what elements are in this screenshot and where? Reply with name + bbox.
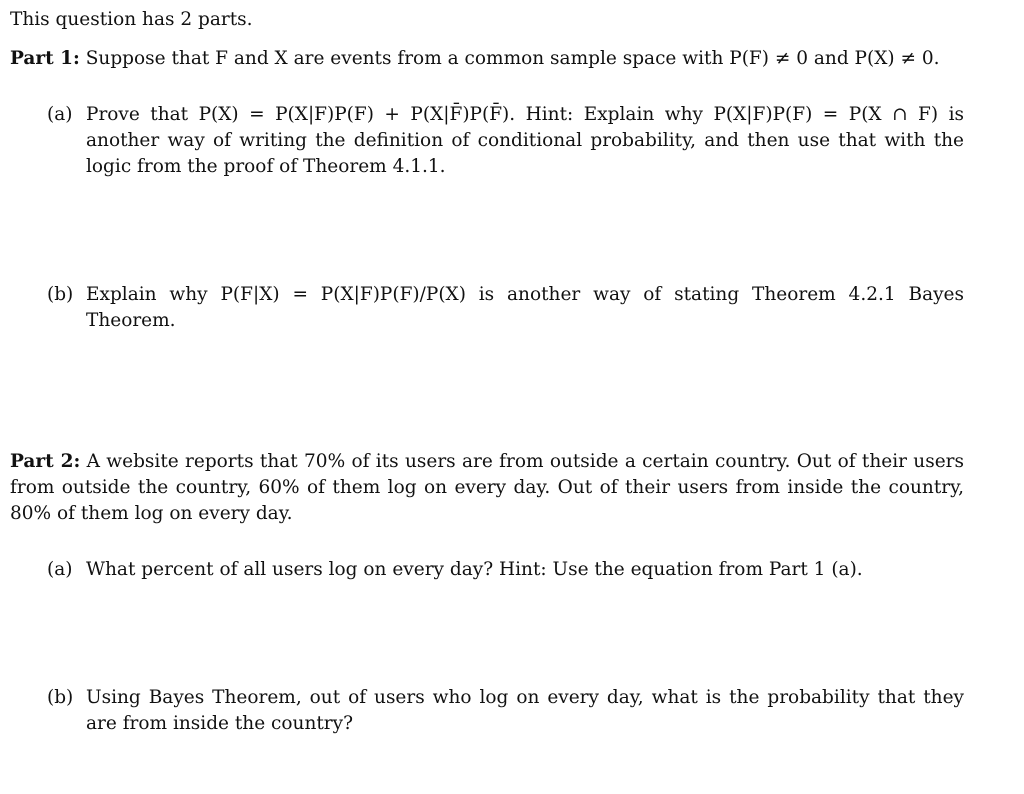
- part1-text: Suppose that F and X are events from a common sample space with P(F) ≠ 0 and P(X) ≠ 0.: [85, 48, 940, 69]
- part1-item-b: [47, 282, 964, 334]
- part1-label: Part 1:: [10, 48, 80, 69]
- part1-b-marker: (b): [47, 284, 74, 305]
- intro-text: This question has 2 parts.: [10, 9, 253, 30]
- part2-statement: [10, 449, 964, 527]
- part2-label: Part 2:: [10, 451, 81, 472]
- part2-b-marker: (b): [47, 687, 74, 708]
- part2-text: A website reports that 70% of its users are from outside a certain country. Out of their users from outside the country, 60% of them log on every day. Out of their users from inside the country, 80% of them log on every day.: [10, 451, 964, 524]
- part2-item-b: [47, 685, 964, 737]
- part1-a-text: Prove that P(X) = P(X|F)P(F) + P(X|F̄)P(F̄). Hint: Explain why P(X|F)P(F) = P(X ∩ F) is another way of writing the definition of conditional probability, and then use that with the logic from the proof of Theorem 4.1.1.: [86, 104, 964, 177]
- part2-item-a: [47, 557, 964, 583]
- part2-a-text: What percent of all users log on every day? Hint: Use the equation from Part 1 (a).: [86, 559, 863, 580]
- part2-a-marker: (a): [47, 559, 73, 580]
- part1-b-text: Explain why P(F|X) = P(X|F)P(F)/P(X) is another way of stating Theorem 4.2.1 Bayes Theorem.: [86, 284, 964, 331]
- part1-item-a: [47, 102, 964, 180]
- part1-statement: [10, 46, 964, 72]
- part1-a-marker: (a): [47, 104, 73, 125]
- part2-b-text: Using Bayes Theorem, out of users who log on every day, what is the probability that they are from inside the country?: [86, 687, 964, 734]
